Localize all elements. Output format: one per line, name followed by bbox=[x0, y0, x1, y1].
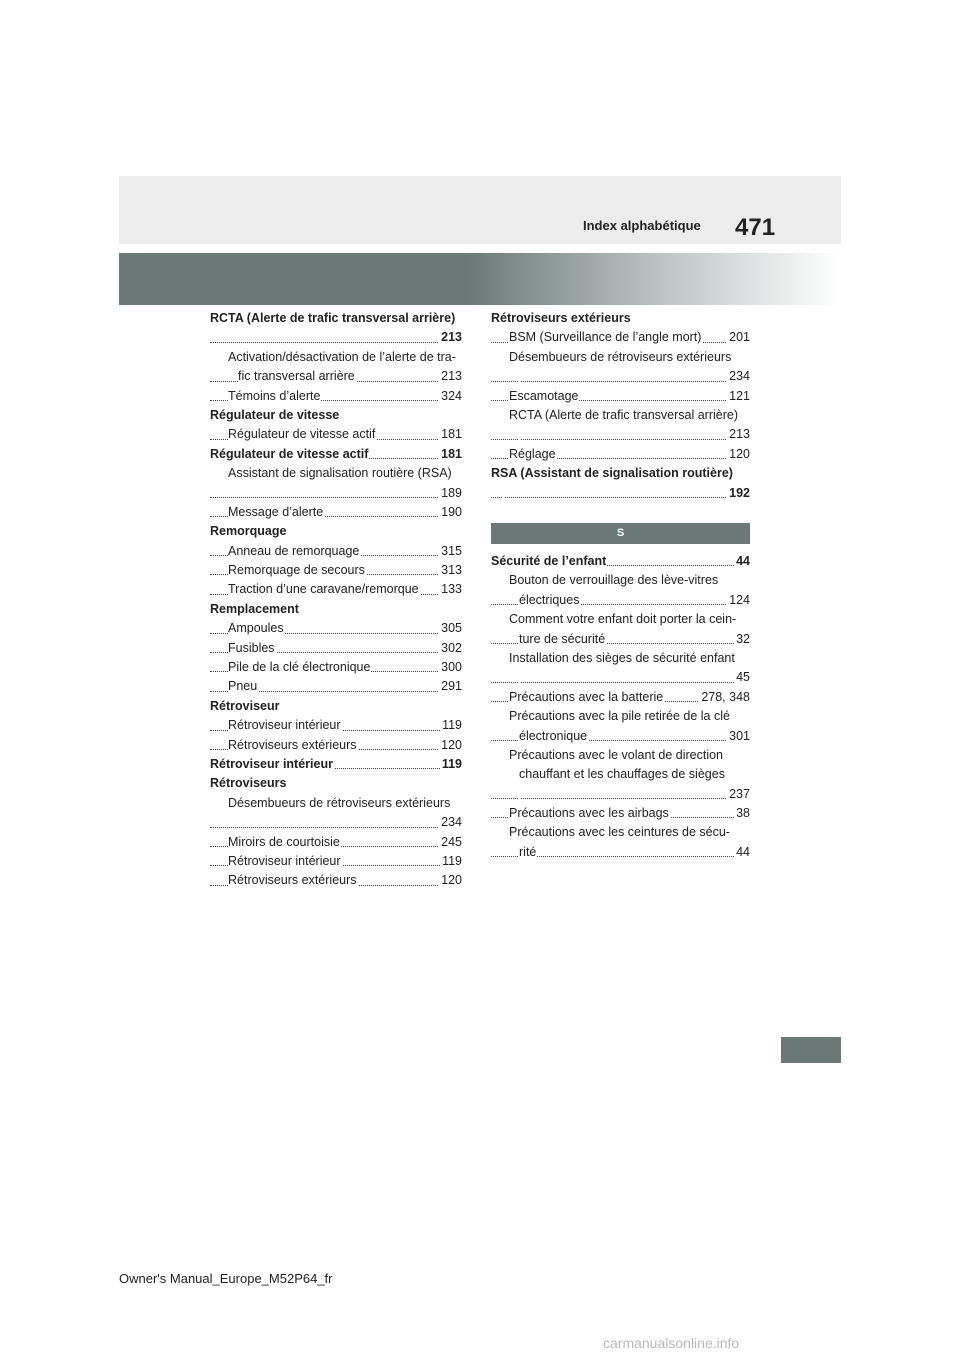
index-entry-label: électronique bbox=[519, 728, 588, 743]
index-entry-label: rité bbox=[519, 844, 537, 859]
index-entry bbox=[210, 387, 462, 406]
index-entry bbox=[210, 542, 462, 561]
index-entry-label: Message d’alerte bbox=[228, 504, 324, 519]
dot-leader bbox=[210, 342, 462, 343]
index-entry-page: 44 bbox=[734, 843, 750, 862]
index-entry-page: 305 bbox=[439, 619, 462, 638]
index-entry bbox=[210, 309, 462, 328]
dot-leader bbox=[210, 497, 462, 498]
index-entry-label: Précautions avec le volant de direction bbox=[509, 747, 724, 762]
index-entry bbox=[210, 833, 462, 852]
index-entry-page: 32 bbox=[734, 630, 750, 649]
thumb-index-tab bbox=[781, 1037, 841, 1063]
index-entry-label: Rétroviseurs extérieurs bbox=[228, 873, 357, 888]
index-entry-page: 133 bbox=[439, 580, 462, 599]
index-entry bbox=[491, 649, 750, 668]
index-entry bbox=[210, 503, 462, 522]
index-entry-label: Rétroviseur intérieur bbox=[210, 756, 333, 771]
index-entry-page: 201 bbox=[727, 328, 750, 347]
index-entry bbox=[210, 813, 462, 832]
index-entry-label bbox=[519, 369, 520, 383]
index-entry bbox=[491, 464, 750, 483]
index-entry bbox=[491, 765, 750, 784]
index-entry-page: 38 bbox=[734, 804, 750, 823]
index-entry bbox=[491, 552, 750, 571]
index-entry bbox=[210, 580, 462, 599]
index-entry bbox=[210, 794, 462, 813]
index-entry-label: Rétroviseurs extérieurs bbox=[228, 737, 357, 752]
index-entry bbox=[491, 823, 750, 842]
index-entry-page: 120 bbox=[439, 736, 462, 755]
index-entry-label: Désembueurs de rétroviseurs extérieurs bbox=[509, 349, 732, 364]
index-entry-label: Précautions avec la batterie bbox=[509, 689, 664, 704]
index-entry-label: RCTA (Alerte de trafic transversal arrière) bbox=[509, 407, 738, 422]
index-entry bbox=[210, 445, 462, 464]
index-entry bbox=[210, 871, 462, 890]
index-entry-label: Installation des sièges de sécurité enfant bbox=[509, 650, 735, 665]
index-entry bbox=[210, 736, 462, 755]
index-entry-label: Pile de la clé électronique bbox=[228, 660, 371, 675]
index-entry-label: Remorquage bbox=[210, 524, 287, 539]
index-entry-label: fic transversal arrière bbox=[238, 369, 355, 384]
index-entry-label: Précautions avec la pile retirée de la clé bbox=[509, 709, 730, 724]
index-entry bbox=[210, 774, 462, 793]
index-entry-page: 45 bbox=[734, 668, 750, 687]
index-entry bbox=[210, 755, 462, 774]
index-entry-page: 234 bbox=[439, 813, 462, 832]
index-entry bbox=[210, 619, 462, 638]
index-entry-page: 213 bbox=[439, 367, 462, 386]
index-entry-label: Ampoules bbox=[228, 621, 284, 636]
index-entry-label: Précautions avec les airbags bbox=[509, 806, 669, 821]
index-entry-page: 278, 348 bbox=[699, 688, 750, 707]
dot-leader bbox=[210, 827, 462, 828]
index-column-left bbox=[210, 309, 462, 891]
index-entry bbox=[491, 785, 750, 804]
index-entry-page: 181 bbox=[439, 425, 462, 444]
index-entry-page: 245 bbox=[439, 833, 462, 852]
index-entry-label: RCTA (Alerte de trafic transversal arrière) bbox=[210, 311, 456, 325]
index-entry-label: Bouton de verrouillage des lève-vitres bbox=[509, 573, 719, 588]
index-entry-label: Réglage bbox=[509, 446, 556, 461]
index-entry bbox=[491, 843, 750, 862]
index-entry-label: Comment votre enfant doit porter la cein- bbox=[509, 612, 737, 627]
index-entry bbox=[491, 610, 750, 629]
index-entry-page: 237 bbox=[727, 785, 750, 804]
index-entry-label bbox=[222, 330, 223, 344]
index-entry bbox=[491, 707, 750, 726]
index-entry-label: Pneu bbox=[228, 679, 258, 694]
index-entry-page: 302 bbox=[439, 639, 462, 658]
index-entry bbox=[491, 387, 750, 406]
index-entry-label bbox=[238, 815, 239, 829]
index-entry-label: RSA (Assistant de signalisation routière) bbox=[491, 466, 733, 481]
index-column-right-top bbox=[491, 309, 750, 503]
index-entry-label: Sécurité de l’enfant bbox=[491, 554, 607, 568]
index-entry bbox=[491, 804, 750, 823]
index-entry-label bbox=[503, 486, 504, 500]
index-entry-page: 192 bbox=[727, 484, 750, 503]
index-entry-label: ture de sécurité bbox=[519, 631, 606, 646]
index-entry-label: Régulateur de vitesse actif bbox=[210, 446, 369, 461]
index-entry bbox=[210, 464, 462, 483]
index-entry bbox=[491, 727, 750, 746]
header-band bbox=[119, 176, 841, 244]
index-entry bbox=[210, 484, 462, 503]
letter-heading-s: S bbox=[491, 523, 750, 544]
index-entry bbox=[210, 852, 462, 871]
index-entry bbox=[210, 522, 462, 541]
index-entry-label: électriques bbox=[519, 592, 580, 607]
index-entry-label: Régulateur de vitesse bbox=[210, 407, 340, 422]
index-entry-label: BSM (Surveillance de l’angle mort) bbox=[509, 330, 702, 345]
index-entry-page: 44 bbox=[734, 552, 750, 571]
index-column-right-bottom bbox=[491, 552, 750, 862]
index-entry-page: 313 bbox=[439, 561, 462, 580]
dot-leader bbox=[491, 381, 750, 382]
index-entry bbox=[491, 571, 750, 590]
index-entry bbox=[491, 309, 750, 328]
index-entry bbox=[491, 348, 750, 367]
index-entry-label bbox=[519, 670, 520, 684]
header-gradient-bar bbox=[119, 253, 841, 305]
index-entry-label: Rétroviseur bbox=[210, 698, 280, 713]
index-entry bbox=[210, 328, 462, 347]
index-entry-label: Régulateur de vitesse actif bbox=[228, 427, 376, 442]
index-entry bbox=[210, 716, 462, 735]
index-entry-label bbox=[519, 787, 520, 801]
index-entry-label: Anneau de remorquage bbox=[228, 543, 360, 558]
index-entry-label: Remorquage de secours bbox=[228, 563, 365, 578]
index-entry bbox=[210, 600, 462, 619]
index-entry-page: 234 bbox=[727, 367, 750, 386]
index-entry bbox=[491, 406, 750, 425]
index-entry-page: 119 bbox=[440, 755, 462, 774]
index-entry-label: Précautions avec les ceintures de sécu- bbox=[509, 825, 730, 840]
index-entry-page: 324 bbox=[439, 387, 462, 406]
index-entry-label: Rétroviseurs extérieurs bbox=[491, 311, 631, 325]
index-entry bbox=[491, 591, 750, 610]
index-entry-label: Activation/désactivation de l’alerte de tra- bbox=[228, 349, 456, 364]
index-entry bbox=[491, 746, 750, 765]
index-entry-label: Assistant de signalisation routière (RSA) bbox=[228, 466, 452, 481]
index-entry-label: Miroirs de courtoisie bbox=[228, 834, 340, 849]
index-entry-page: 213 bbox=[439, 328, 462, 347]
index-entry-label: Fusibles bbox=[228, 640, 275, 655]
index-entry-page: 120 bbox=[727, 445, 750, 464]
index-entry-page: 301 bbox=[727, 727, 750, 746]
dot-leader bbox=[491, 798, 750, 799]
index-entry bbox=[210, 406, 462, 425]
index-entry-label: Traction d’une caravane/remorque bbox=[228, 582, 419, 597]
index-entry bbox=[210, 348, 462, 367]
dot-leader bbox=[491, 439, 750, 440]
index-entry bbox=[491, 688, 750, 707]
index-entry-label: Rétroviseurs bbox=[210, 776, 287, 791]
index-entry-label: chauffant et les chauffages de sièges bbox=[519, 767, 725, 782]
index-entry-page: 190 bbox=[439, 503, 462, 522]
index-entry bbox=[210, 639, 462, 658]
index-entry-page: 300 bbox=[439, 658, 462, 677]
index-entry bbox=[210, 697, 462, 716]
index-entry-page: 119 bbox=[440, 852, 462, 871]
index-entry-page: 181 bbox=[439, 445, 462, 464]
index-entry bbox=[491, 425, 750, 444]
index-entry-page: 120 bbox=[439, 871, 462, 890]
index-entry-page: 119 bbox=[440, 716, 462, 735]
index-entry bbox=[210, 561, 462, 580]
index-entry bbox=[491, 445, 750, 464]
index-entry-page: 124 bbox=[727, 591, 750, 610]
index-entry-label: Rétroviseur intérieur bbox=[228, 853, 341, 868]
index-entry-label: Témoins d’alerte bbox=[228, 388, 321, 403]
index-entry bbox=[491, 630, 750, 649]
index-entry-page: 315 bbox=[439, 542, 462, 561]
dot-leader bbox=[491, 682, 750, 683]
index-entry bbox=[491, 668, 750, 687]
dot-leader bbox=[491, 497, 750, 498]
index-entry bbox=[491, 328, 750, 347]
section-title: Index alphabétique bbox=[583, 218, 701, 233]
index-entry bbox=[210, 425, 462, 444]
index-entry bbox=[491, 484, 750, 503]
index-entry bbox=[491, 367, 750, 386]
watermark: carmanualsonline.info bbox=[603, 1335, 740, 1351]
footer-doc-id: Owner's Manual_Europe_M52P64_fr bbox=[119, 1271, 333, 1286]
index-entry-page: 189 bbox=[439, 484, 462, 503]
index-entry-page: 213 bbox=[727, 425, 750, 444]
index-entry bbox=[210, 658, 462, 677]
index-entry-label: Désembueurs de rétroviseurs extérieurs bbox=[228, 795, 451, 810]
index-entry-label: Remplacement bbox=[210, 601, 299, 616]
page-number: 471 bbox=[735, 214, 776, 241]
index-entry bbox=[210, 677, 462, 696]
index-entry-label bbox=[238, 486, 239, 500]
index-entry-label: Escamotage bbox=[509, 388, 579, 403]
index-entry-page: 121 bbox=[727, 387, 750, 406]
index-entry bbox=[210, 367, 462, 386]
index-entry-page: 291 bbox=[439, 677, 462, 696]
index-entry-label: Rétroviseur intérieur bbox=[228, 718, 341, 733]
index-entry-label bbox=[519, 427, 520, 441]
